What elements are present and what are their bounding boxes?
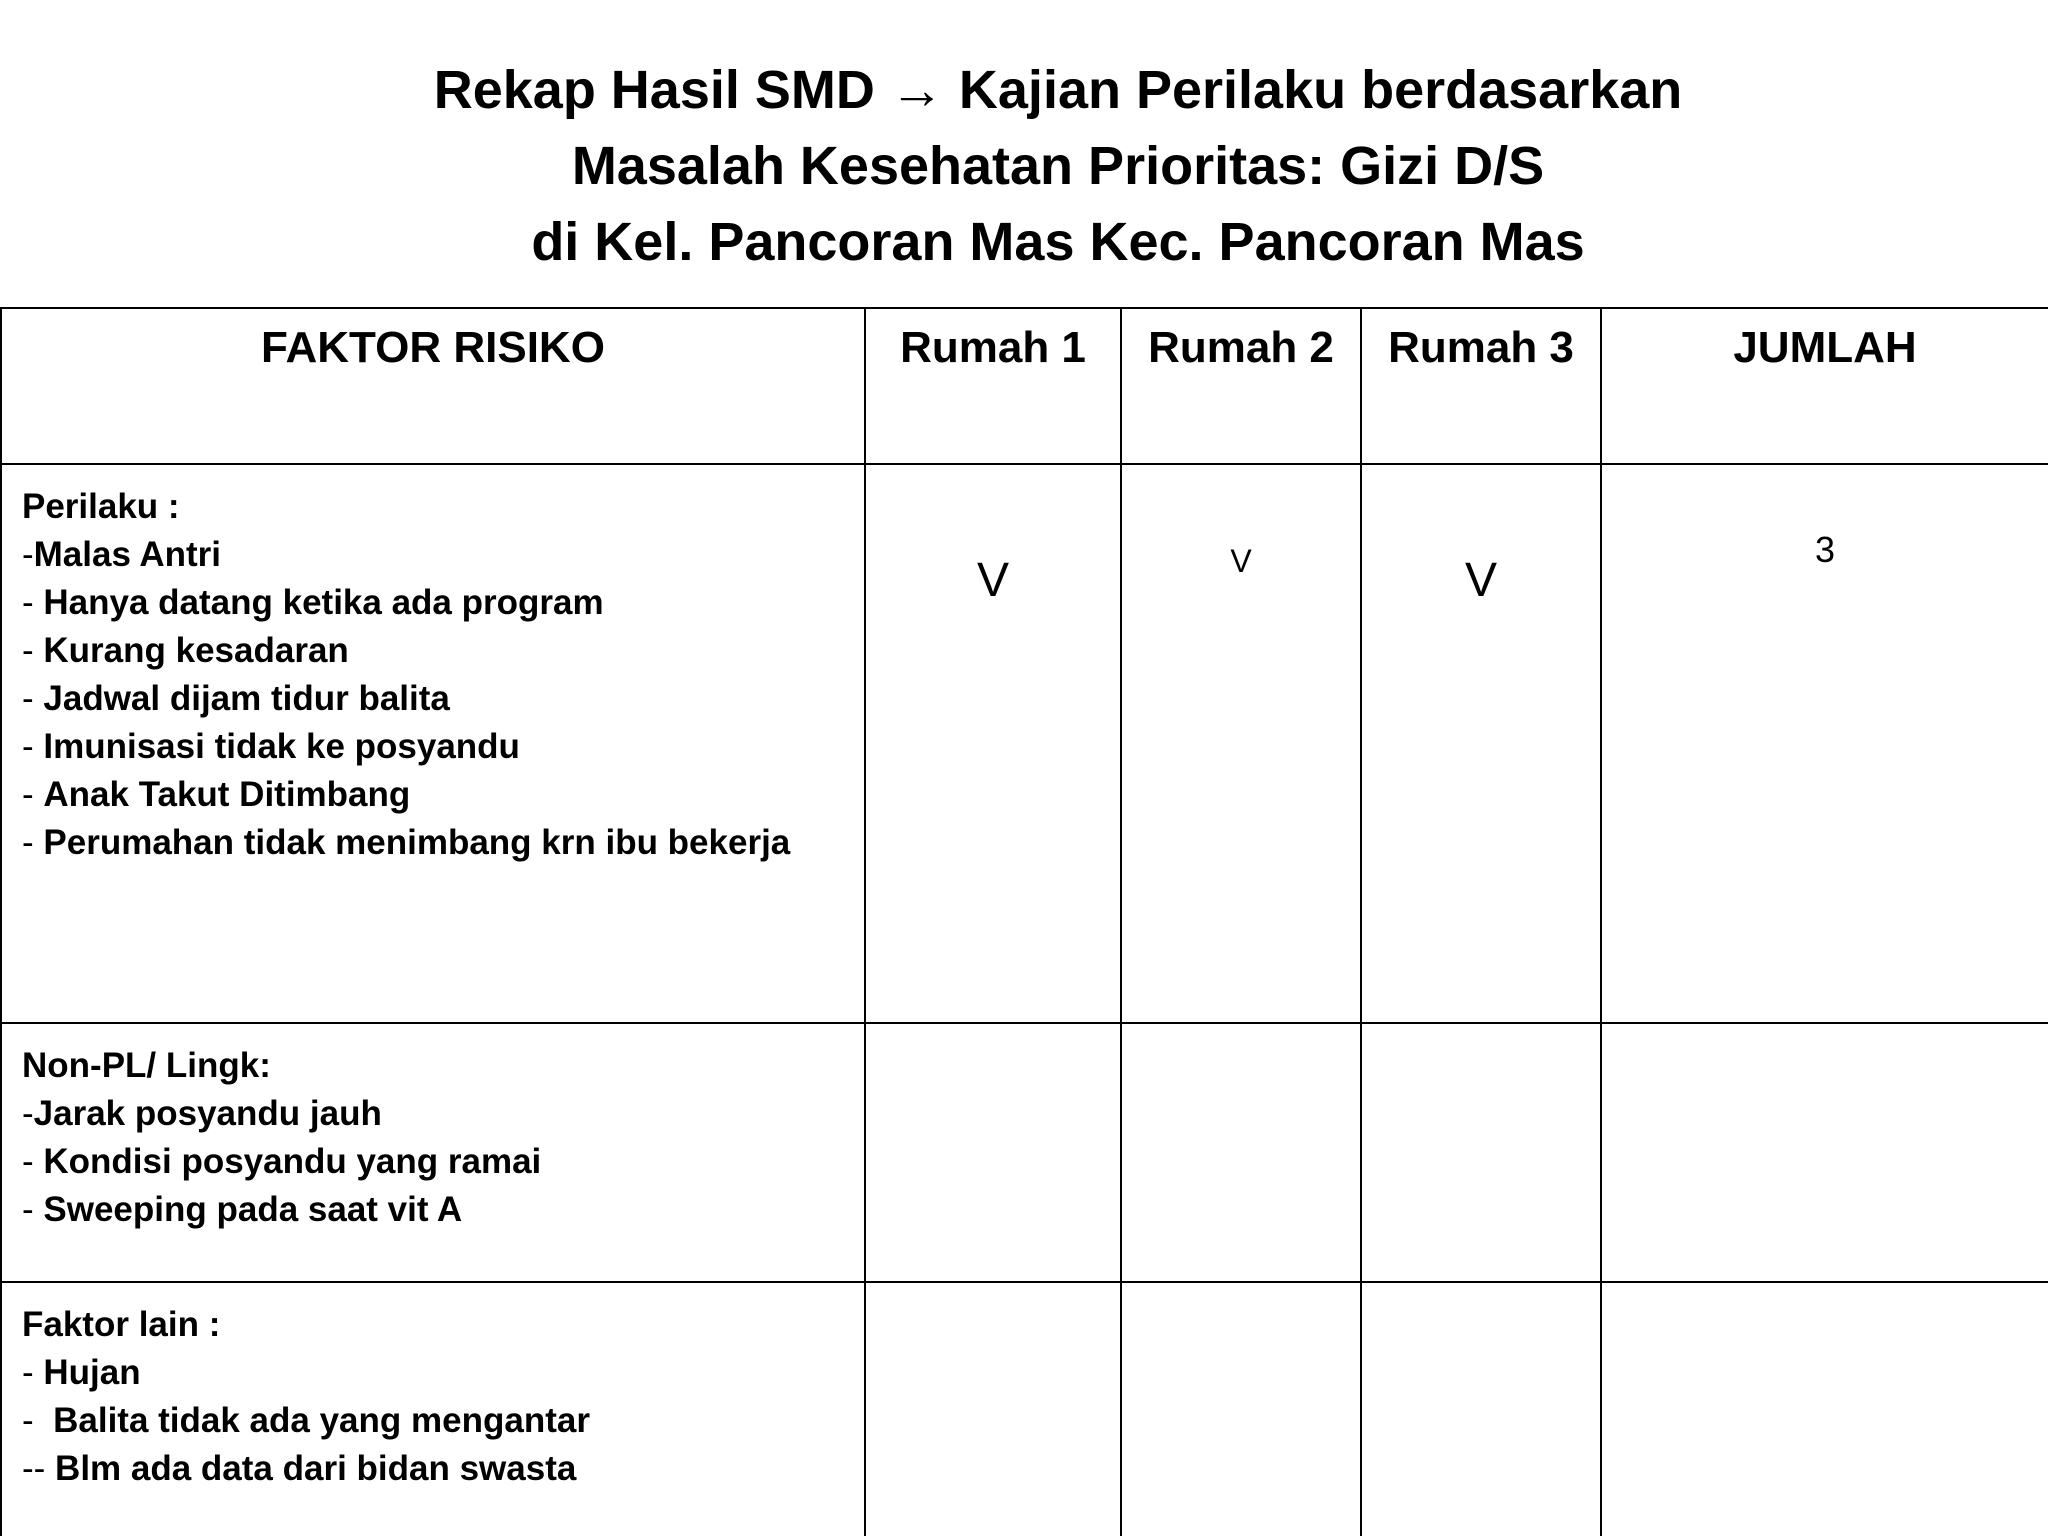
risk-factor-table <box>0 307 2048 1536</box>
factor-item: - Balita tidak ada yang mengantar <box>22 1401 590 1440</box>
header-rumah-3: Rumah 3 <box>1361 308 1601 464</box>
count-value <box>1602 1024 2048 1088</box>
factor-cell-perilaku <box>1 464 865 1023</box>
arrow-right-icon: → <box>889 60 944 120</box>
factor-item: - Hanya datang ketika ada program <box>22 583 604 622</box>
factor-cell-non-pl <box>1 1023 865 1282</box>
cell-rumah-3 <box>1361 464 1601 1023</box>
factor-item: - Kurang kesadaran <box>22 631 349 670</box>
factor-item: - Hujan <box>22 1353 141 1392</box>
factor-item: -- Blm ada data dari bidan swasta <box>22 1449 577 1488</box>
cell-rumah-2 <box>1121 464 1361 1023</box>
slide-title <box>0 52 2048 280</box>
check-mark <box>1362 1283 1600 1371</box>
cell-jumlah <box>1601 1023 2048 1282</box>
cell-rumah-3 <box>1361 1282 1601 1536</box>
table-header-row <box>1 308 2048 464</box>
count-value <box>1602 1283 2048 1347</box>
check-mark <box>1122 1024 1360 1102</box>
count-value: 3 <box>1814 529 1836 570</box>
factor-item: - Jadwal dijam tidur balita <box>22 679 450 718</box>
factor-item: -Malas Antri <box>22 535 222 574</box>
table-row-faktor-lain <box>1 1282 2048 1536</box>
title-line-2: Masalah Kesehatan Prioritas: Gizi D/S <box>571 136 1545 196</box>
check-mark: V <box>1230 543 1252 579</box>
title-line-3: di Kel. Pancoran Mas Kec. Pancoran Mas <box>531 212 1585 272</box>
title-line-1-start: Rekap Hasil SMD <box>433 60 875 120</box>
cell-rumah-1 <box>865 464 1121 1023</box>
check-mark <box>866 1024 1120 1112</box>
cell-rumah-1 <box>865 1023 1121 1282</box>
check-mark: V <box>1464 554 1497 607</box>
title-line-1-end: Kajian Perilaku berdasarkan <box>958 60 1683 120</box>
cell-rumah-2 <box>1121 1023 1361 1282</box>
factor-item: - Anak Takut Ditimbang <box>22 775 411 814</box>
table-row-perilaku <box>1 464 2048 1023</box>
factor-heading: Faktor lain : <box>22 1305 221 1344</box>
header-jumlah: JUMLAH <box>1601 308 2048 464</box>
factor-heading: Non-PL/ Lingk: <box>22 1046 271 1085</box>
cell-rumah-2 <box>1121 1282 1361 1536</box>
check-mark <box>1122 1283 1360 1361</box>
cell-rumah-1 <box>865 1282 1121 1536</box>
factor-item: - Sweeping pada saat vit A <box>22 1190 463 1229</box>
title-line-1 <box>68 52 2048 128</box>
factor-item: - Perumahan tidak menimbang krn ibu bekerja <box>22 823 791 862</box>
factor-item: - Kondisi posyandu yang ramai <box>22 1142 542 1181</box>
factor-cell-faktor-lain <box>1 1282 865 1536</box>
check-mark <box>866 1283 1120 1371</box>
header-faktor-risiko: FAKTOR RISIKO <box>1 308 865 464</box>
factor-item: -Jarak posyandu jauh <box>22 1094 382 1133</box>
header-rumah-1: Rumah 1 <box>865 308 1121 464</box>
cell-jumlah <box>1601 1282 2048 1536</box>
check-mark <box>1362 1024 1600 1112</box>
factor-item: - Imunisasi tidak ke posyandu <box>22 727 520 766</box>
factor-heading: Perilaku : <box>22 487 180 526</box>
cell-rumah-3 <box>1361 1023 1601 1282</box>
cell-jumlah <box>1601 464 2048 1023</box>
header-rumah-2: Rumah 2 <box>1121 308 1361 464</box>
table-row-non-pl <box>1 1023 2048 1282</box>
check-mark: V <box>976 554 1009 607</box>
